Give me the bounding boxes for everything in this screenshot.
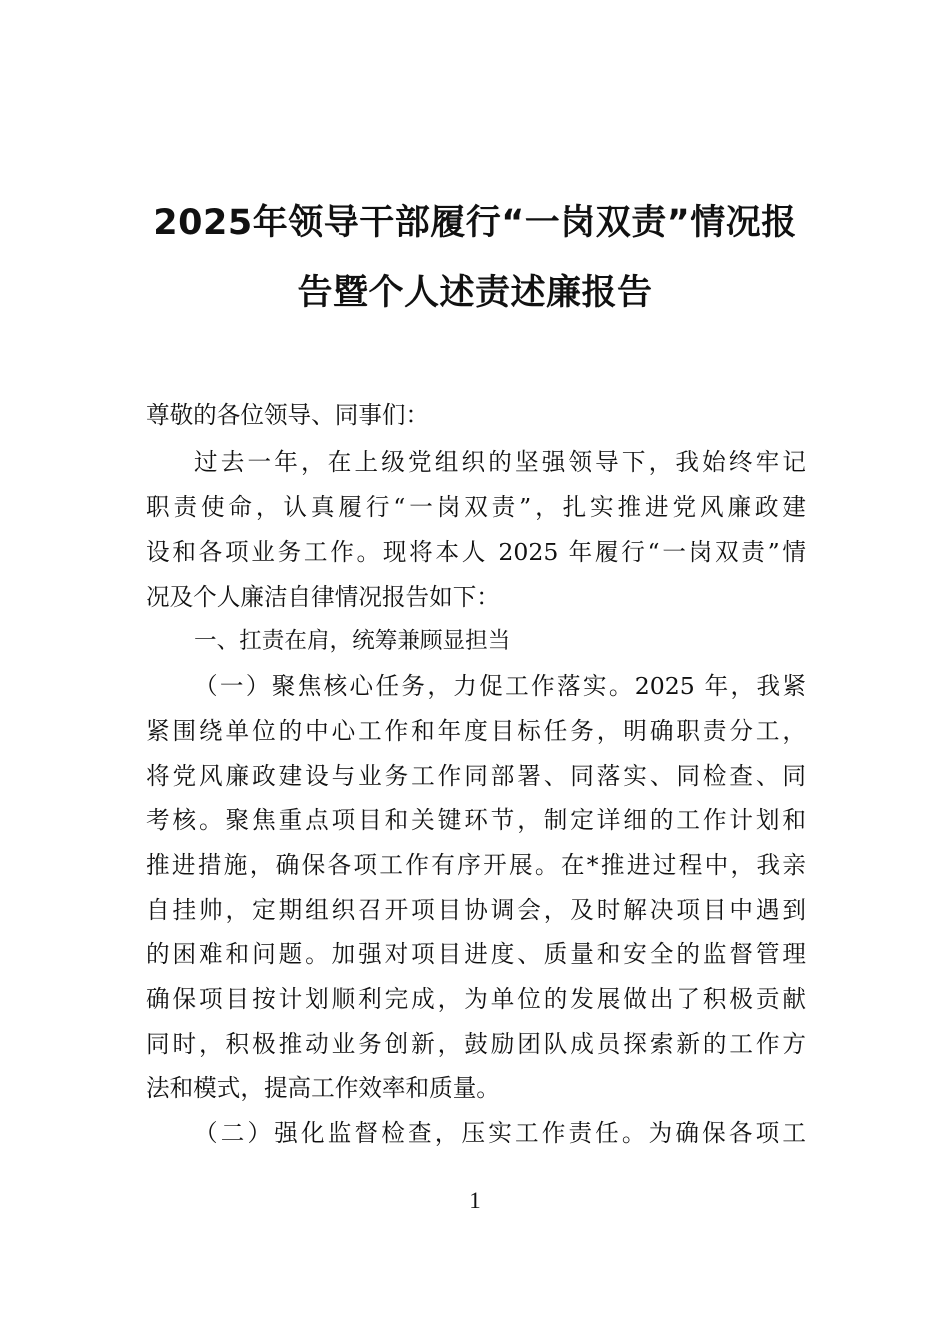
document-title-line-2: 告暨个人述责述廉报告 [297,273,653,313]
document-title-line-1: 2025年领导干部履行“一岗双责”情况报 [153,203,797,243]
paragraph-line: 推进措施，确保各项工作有序开展。在*推进过程中，我亲 [146,851,806,879]
page-number: 1 [469,1188,481,1213]
intro-line: 设和各项业务工作。现将本人 2025 年履行“一岗双责”情 [146,538,806,566]
paragraph-line: 考核。聚焦重点项目和关键环节，制定详细的工作计划和 [146,806,806,834]
paragraph-line: 自挂帅，定期组织召开项目协调会，及时解决项目中遇到 [146,896,806,924]
paragraph-line: （一）聚焦核心任务，力促工作落实。2025 年，我紧 [194,672,806,700]
intro-line: 过去一年，在上级党组织的坚强领导下，我始终牢记 [194,448,806,476]
section-heading: 一、扛责在肩，统筹兼顾显担当 [194,628,511,654]
paragraph-line: （二）强化监督检查，压实工作责任。为确保各项工 [194,1119,806,1147]
paragraph-line: 紧围绕单位的中心工作和年度目标任务，明确职责分工， [146,717,806,745]
paragraph-line: 确保项目按计划顺利完成，为单位的发展做出了积极贡献 [146,985,806,1013]
paragraph-line: 同时，积极推动业务创新，鼓励团队成员探索新的工作方 [146,1030,806,1058]
paragraph-line: 的困难和问题。加强对项目进度、质量和安全的监督管理 [146,940,806,968]
paragraph-line: 法和模式，提高工作效率和质量。 [146,1074,500,1102]
salutation: 尊敬的各位领导、同事们： [146,401,430,429]
intro-line: 况及个人廉洁自律情况报告如下： [146,583,500,611]
intro-line: 职责使命，认真履行“一岗双责”，扎实推进党风廉政建 [146,493,806,521]
paragraph-line: 将党风廉政建设与业务工作同部署、同落实、同检查、同 [146,762,806,790]
